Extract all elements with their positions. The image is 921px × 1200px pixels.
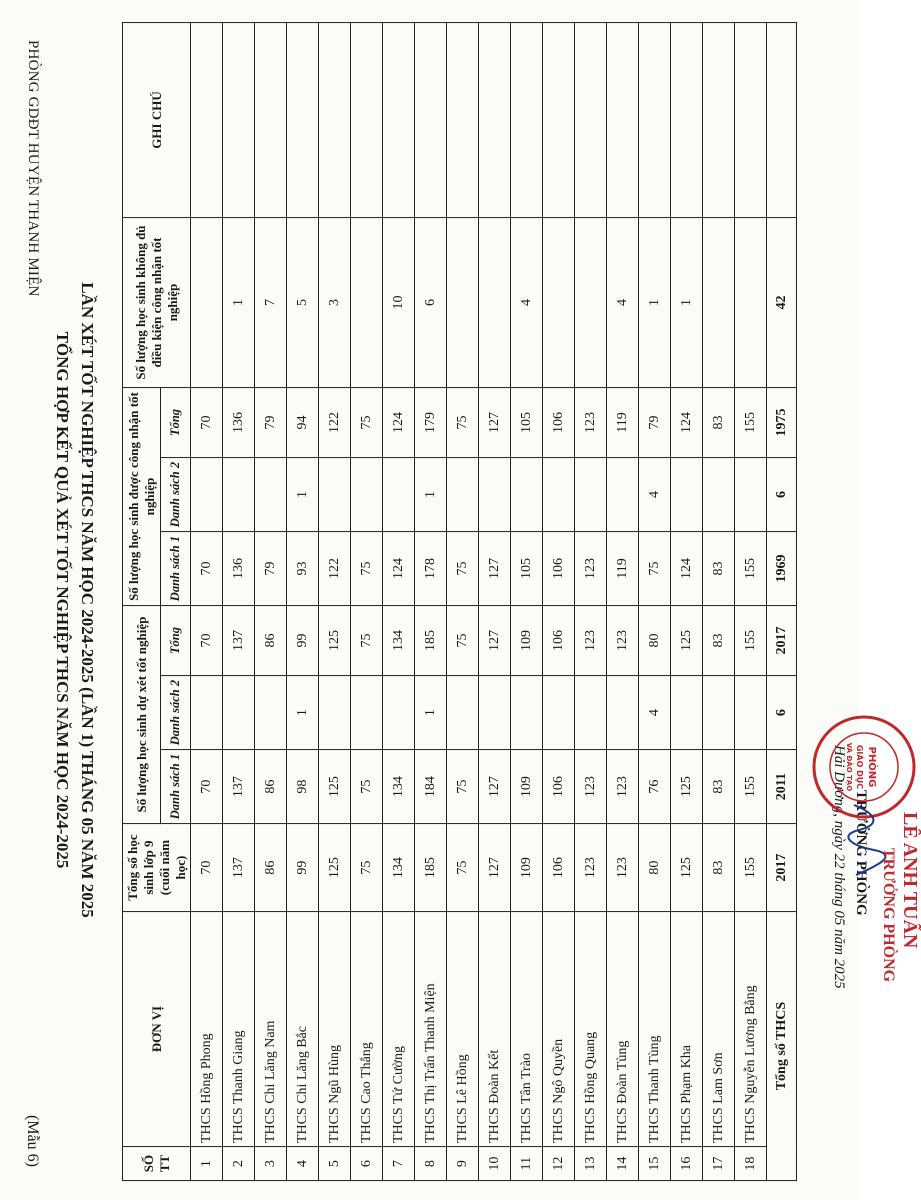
cell-not-eligible: 4 [607,218,639,388]
cell-candidates-list1: 83 [703,750,735,824]
cell-candidates-list1: 98 [287,750,319,824]
cell-total-students: 86 [255,824,287,912]
document-subtitle: LẦN XÉT TỐT NGHIỆP THCS NĂM HỌC 2024-2025 (LẦN 1) THÁNG 05 NĂM 2025 [78,282,97,918]
document-title: TỔNG HỢP KẾT QUẢ XÉT TỐT NGHIỆP THCS NĂM HỌC 2024-2025 [53,331,72,869]
cell-recognized-list1: 79 [255,532,287,606]
cell-recognized-list2 [671,458,703,532]
cell-not-eligible [543,218,575,388]
cell-stt: 17 [703,1147,735,1181]
cell-recognized-list1: 106 [543,532,575,606]
svg-text:GIÁO DỤC: GIÁO DỤC [855,744,864,790]
department-name: PHÒNG GDĐT HUYỆN THANH MIỆN [25,40,41,297]
cell-candidates-list2 [255,676,287,750]
cell-recognized-list1: 75 [447,532,479,606]
cell-candidates-total: 75 [447,606,479,676]
cell-stt: 10 [479,1147,511,1181]
cell-recognized-list2 [575,458,607,532]
cell-candidates-list2 [671,676,703,750]
table-row [543,23,575,1181]
cell-candidates-total: 123 [607,606,639,676]
cell-recognized-list1: 124 [383,532,415,606]
cell-not-eligible: 7 [255,218,287,388]
cell-recognized-total: 136 [223,388,255,458]
cell-candidates-list1: 70 [191,750,223,824]
cell-candidates-list1: 2011 [767,750,797,824]
cell-stt: 13 [575,1147,607,1181]
table-row [383,23,415,1181]
cell-note [351,23,383,218]
cell-note [255,23,287,218]
results-table [122,22,797,1181]
cell-candidates-list1: 86 [255,750,287,824]
cell-note [767,23,797,218]
subheader-recognized-total: Tổng [161,388,191,458]
cell-not-eligible: 6 [415,218,447,388]
cell-candidates-list2: 1 [287,676,319,750]
header-stt: SỐ TT [123,1147,191,1181]
cell-stt: 3 [255,1147,287,1181]
cell-note [415,23,447,218]
table-row [671,23,703,1181]
cell-recognized-list1: 155 [735,532,767,606]
cell-not-eligible: 3 [319,218,351,388]
svg-text:VÀ ĐÀO TẠO: VÀ ĐÀO TẠO [845,742,853,792]
cell-unit: THCS Lê Hồng [447,912,479,1147]
cell-candidates-total: 99 [287,606,319,676]
cell-candidates-list2: 1 [415,676,447,750]
cell-recognized-total: 155 [735,388,767,458]
cell-total-students: 2017 [767,824,797,912]
cell-candidates-total: 137 [223,606,255,676]
cell-recognized-list1: 136 [223,532,255,606]
cell-recognized-list2 [607,458,639,532]
cell-recognized-list1: 105 [511,532,543,606]
cell-recognized-list2 [319,458,351,532]
table-row [607,23,639,1181]
cell-candidates-list2: 6 [767,676,797,750]
cell-stt: 7 [383,1147,415,1181]
cell-recognized-total: 75 [351,388,383,458]
signer-name: LÊ ANH TUẤN [899,812,921,949]
cell-recognized-list2: 1 [415,458,447,532]
table-total-row [767,23,797,1181]
signer-title: TRƯỞNG PHÒNG [880,848,897,983]
sign-title: TRƯỞNG PHÒNG [853,790,869,916]
cell-recognized-total: 124 [383,388,415,458]
subheader-candidates-list1: Danh sách 1 [161,750,191,824]
cell-note [575,23,607,218]
cell-recognized-total: 124 [671,388,703,458]
table-row [479,23,511,1181]
table-row [191,23,223,1181]
cell-unit: THCS Nguyễn Lương Bằng [735,912,767,1147]
header-note: GHI CHÚ [123,23,191,218]
cell-stt: 5 [319,1147,351,1181]
subheader-recognized-list2: Danh sách 2 [161,458,191,532]
cell-stt: 2 [223,1147,255,1181]
cell-candidates-list2 [511,676,543,750]
cell-unit: THCS Ngũ Hùng [319,912,351,1147]
table-row [703,23,735,1181]
cell-candidates-total: 83 [703,606,735,676]
cell-recognized-total: 70 [191,388,223,458]
cell-total-students: 123 [607,824,639,912]
cell-recognized-list1: 75 [351,532,383,606]
cell-note [447,23,479,218]
cell-recognized-total: 79 [639,388,671,458]
cell-recognized-list1: 124 [671,532,703,606]
cell-candidates-list1: 125 [319,750,351,824]
subheader-candidates-list2: Danh sách 2 [161,676,191,750]
cell-candidates-list1: 106 [543,750,575,824]
subheader-candidates-total: Tổng [161,606,191,676]
cell-recognized-list2: 6 [767,458,797,532]
cell-not-eligible [735,218,767,388]
cell-stt: 14 [607,1147,639,1181]
signature-icon [844,800,884,880]
cell-recognized-list2 [223,458,255,532]
cell-total-students: 134 [383,824,415,912]
cell-total-students: 125 [671,824,703,912]
cell-note [319,23,351,218]
cell-candidates-list2 [383,676,415,750]
cell-total-students: 185 [415,824,447,912]
cell-candidates-list1: 155 [735,750,767,824]
cell-total-students: 83 [703,824,735,912]
cell-recognized-list1: 70 [191,532,223,606]
header-total-students: Tổng số học sinh lớp 9 (cuối năm học) [123,824,191,912]
table-row [287,23,319,1181]
cell-candidates-list2 [607,676,639,750]
cell-not-eligible: 5 [287,218,319,388]
svg-text:PHÒNG: PHÒNG [866,746,877,788]
cell-recognized-list2 [383,458,415,532]
cell-not-eligible: 1 [671,218,703,388]
cell-candidates-list2 [351,676,383,750]
cell-candidates-total: 127 [479,606,511,676]
cell-recognized-list2: 4 [639,458,671,532]
cell-not-eligible: 10 [383,218,415,388]
header-unit: ĐƠN VỊ [123,912,191,1147]
cell-note [383,23,415,218]
cell-candidates-list1: 125 [671,750,703,824]
cell-candidates-list1: 75 [447,750,479,824]
cell-candidates-total: 75 [351,606,383,676]
cell-unit: THCS Thị Trấn Thanh Miện [415,912,447,1147]
cell-candidates-list1: 137 [223,750,255,824]
cell-note [191,23,223,218]
cell-recognized-list2: 1 [287,458,319,532]
cell-recognized-total: 123 [575,388,607,458]
table-row [223,23,255,1181]
cell-recognized-list2 [479,458,511,532]
cell-stt: 4 [287,1147,319,1181]
cell-not-eligible [479,218,511,388]
cell-candidates-total: 134 [383,606,415,676]
table-row [415,23,447,1181]
cell-stt: 15 [639,1147,671,1181]
cell-note [671,23,703,218]
cell-unit: THCS Chi Lăng Bắc [287,912,319,1147]
cell-candidates-total: 70 [191,606,223,676]
cell-total-students: 155 [735,824,767,912]
cell-recognized-total: 79 [255,388,287,458]
cell-unit: THCS Thanh Tùng [639,912,671,1147]
form-code: (Mẫu 6) [24,1115,41,1167]
header-row [123,23,161,1181]
cell-unit: THCS Ngô Quyền [543,912,575,1147]
cell-candidates-list2 [735,676,767,750]
cell-candidates-list1: 127 [479,750,511,824]
cell-recognized-list1: 123 [575,532,607,606]
cell-candidates-list1: 75 [351,750,383,824]
table-row [255,23,287,1181]
cell-unit: THCS Hồng Quang [575,912,607,1147]
cell-unit: THCS Thanh Giang [223,912,255,1147]
cell-candidates-total: 106 [543,606,575,676]
cell-unit: THCS Cao Thắng [351,912,383,1147]
cell-recognized-list1: 122 [319,532,351,606]
subheader-recognized-list1: Danh sách 1 [161,532,191,606]
cell-candidates-total: 125 [319,606,351,676]
cell-total-students: 75 [351,824,383,912]
cell-not-eligible: 4 [511,218,543,388]
cell-recognized-total: 105 [511,388,543,458]
cell-candidates-total: 123 [575,606,607,676]
cell-candidates-total: 109 [511,606,543,676]
place-date: Hải Dương, ngày 22 tháng 05 năm 2025 [831,745,847,989]
cell-recognized-total: 106 [543,388,575,458]
cell-recognized-list2 [703,458,735,532]
cell-recognized-total: 127 [479,388,511,458]
cell-stt: 8 [415,1147,447,1181]
cell-recognized-total: 1975 [767,388,797,458]
cell-unit: THCS Hồng Phong [191,912,223,1147]
table-row [319,23,351,1181]
header-candidates: Số lượng học sinh dự xét tốt nghiệp [123,606,161,824]
cell-note [287,23,319,218]
cell-candidates-total: 155 [735,606,767,676]
cell-recognized-total: 83 [703,388,735,458]
cell-stt: 12 [543,1147,575,1181]
cell-not-eligible: 1 [223,218,255,388]
cell-not-eligible: 42 [767,218,797,388]
cell-total-students: 75 [447,824,479,912]
table-row [735,23,767,1181]
cell-unit: THCS Phạm Kha [671,912,703,1147]
cell-stt: 6 [351,1147,383,1181]
cell-recognized-list1: 127 [479,532,511,606]
cell-note [703,23,735,218]
table-body [123,23,797,1181]
cell-recognized-list1: 119 [607,532,639,606]
cell-stt: 16 [671,1147,703,1181]
table-row [511,23,543,1181]
cell-not-eligible [191,218,223,388]
cell-unit: THCS Chi Lăng Nam [255,912,287,1147]
cell-recognized-list2 [351,458,383,532]
cell-candidates-total: 125 [671,606,703,676]
cell-recognized-list2 [191,458,223,532]
cell-stt: 1 [191,1147,223,1181]
cell-note [639,23,671,218]
cell-recognized-list1: 1969 [767,532,797,606]
cell-candidates-list1: 134 [383,750,415,824]
cell-recognized-total: 122 [319,388,351,458]
cell-note [543,23,575,218]
cell-unit: THCS Tân Trào [511,912,543,1147]
header-not-eligible: Số lượng học sinh không đủ điều kiện công nhận tốt nghiệp [123,218,191,388]
table-row [447,23,479,1181]
cell-candidates-total: 185 [415,606,447,676]
header-recognized: Số lượng học sinh được công nhận tốt nghiệp [123,388,161,606]
table-row [639,23,671,1181]
cell-recognized-total: 179 [415,388,447,458]
cell-recognized-list2 [511,458,543,532]
cell-stt: 18 [735,1147,767,1181]
cell-candidates-list2 [447,676,479,750]
cell-total-students: 106 [543,824,575,912]
cell-note [735,23,767,218]
table-row [575,23,607,1181]
cell-candidates-list2 [703,676,735,750]
cell-candidates-list1: 123 [575,750,607,824]
cell-not-eligible: 1 [639,218,671,388]
cell-stt: 9 [447,1147,479,1181]
cell-candidates-list1: 123 [607,750,639,824]
cell-candidates-list2 [479,676,511,750]
cell-note [479,23,511,218]
cell-recognized-list1: 83 [703,532,735,606]
cell-candidates-list2 [543,676,575,750]
cell-recognized-total: 94 [287,388,319,458]
table-row [351,23,383,1181]
cell-total-students: 123 [575,824,607,912]
cell-not-eligible [703,218,735,388]
cell-candidates-total: 2017 [767,606,797,676]
cell-recognized-list1: 93 [287,532,319,606]
cell-note [223,23,255,218]
total-label: Tổng số THCS [767,912,797,1181]
cell-candidates-list1: 76 [639,750,671,824]
cell-note [607,23,639,218]
cell-candidates-list2 [223,676,255,750]
cell-not-eligible [575,218,607,388]
cell-candidates-total: 80 [639,606,671,676]
cell-recognized-list2 [735,458,767,532]
cell-recognized-total: 75 [447,388,479,458]
cell-candidates-list2 [191,676,223,750]
cell-candidates-total: 86 [255,606,287,676]
cell-candidates-list1: 184 [415,750,447,824]
cell-recognized-list1: 75 [639,532,671,606]
cell-total-students: 109 [511,824,543,912]
cell-total-students: 127 [479,824,511,912]
cell-recognized-list2 [447,458,479,532]
cell-not-eligible [447,218,479,388]
cell-unit: THCS Đoàn Tùng [607,912,639,1147]
cell-unit: THCS Tứ Cường [383,912,415,1147]
cell-candidates-list2 [575,676,607,750]
cell-not-eligible [351,218,383,388]
cell-note [511,23,543,218]
cell-total-students: 80 [639,824,671,912]
cell-total-students: 137 [223,824,255,912]
cell-candidates-list2 [319,676,351,750]
cell-total-students: 99 [287,824,319,912]
cell-candidates-list2: 4 [639,676,671,750]
cell-recognized-list2 [255,458,287,532]
cell-recognized-total: 119 [607,388,639,458]
cell-total-students: 125 [319,824,351,912]
cell-unit: THCS Lam Sơn [703,912,735,1147]
cell-recognized-list2 [543,458,575,532]
cell-unit: THCS Đoàn Kết [479,912,511,1147]
cell-recognized-list1: 178 [415,532,447,606]
cell-total-students: 70 [191,824,223,912]
cell-stt: 11 [511,1147,543,1181]
cell-candidates-list1: 109 [511,750,543,824]
